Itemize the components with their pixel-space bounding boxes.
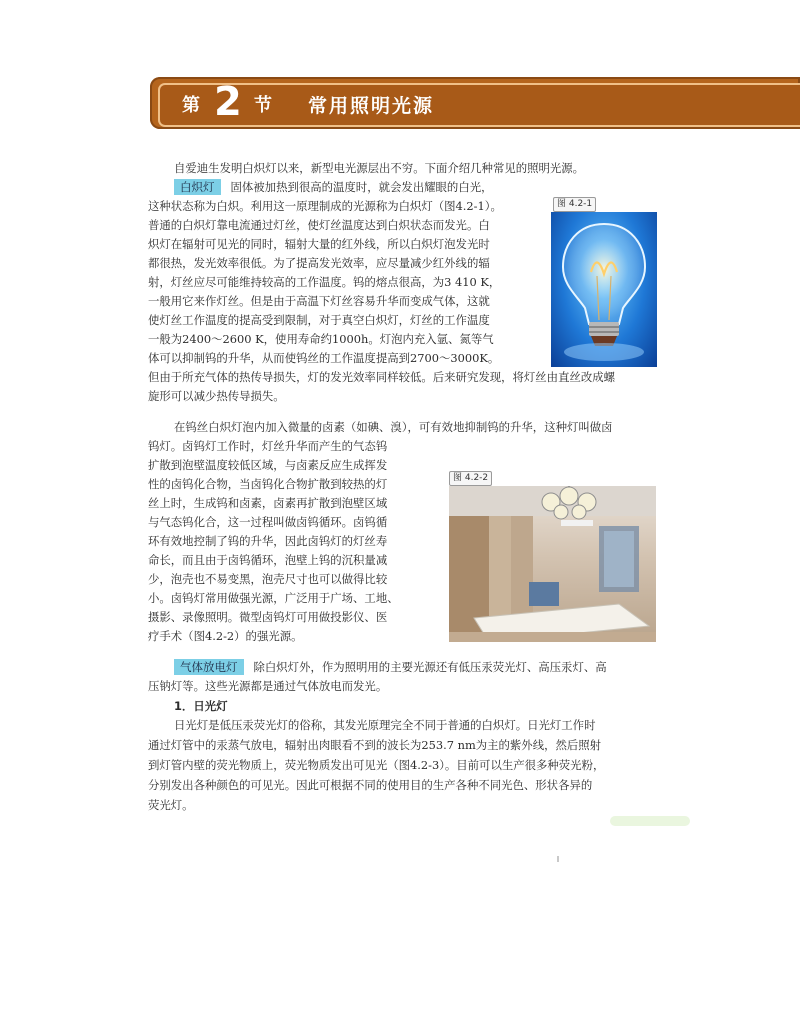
fluorescent-line-1: 通过灯管中的汞蒸气放电，辐射出肉眼看不到的波长为253.7 nm为主的紫外线，然后照射 bbox=[148, 738, 602, 752]
gas-text-0: 除白炽灯外，作为照明用的主要光源还有低压汞荧光灯、高压汞灯、高 bbox=[253, 660, 607, 674]
section-title: 常用照明光源 bbox=[308, 95, 435, 117]
incandescent-line-8: 一般为2400～2600 K，使用寿命约1000h。灯泡内充入氩、氮等气 bbox=[148, 332, 494, 346]
halogen-line-1: 钨灯。卤钨灯工作时，灯丝升华而产生的气态钨 bbox=[148, 439, 388, 453]
halogen-line-7: 命长，而且由于卤钨循环，泡壁上钨的沉积量减 bbox=[148, 553, 388, 567]
halogen-line-5: 与气态钨化合，这一过程叫做卤钨循环。卤钨循 bbox=[148, 515, 388, 529]
incandescent-line-1: 这种状态称为白炽。利用这一原理制成的光源称为白炽灯（图4.2-1）。 bbox=[148, 199, 502, 213]
incandescent-line-6: 一般用它来作灯丝。但是由于高温下灯丝容易升华而变成气体，这就 bbox=[148, 294, 490, 308]
page-speck bbox=[557, 856, 559, 862]
fluorescent-line-4: 荧光灯。 bbox=[148, 798, 194, 812]
halogen-line-2: 扩散到泡壁温度较低区域，与卤素反应生成挥发 bbox=[148, 458, 388, 472]
halogen-line-4: 丝上时，生成钨和卤素，卤素再扩散到泡壁区域 bbox=[148, 496, 388, 510]
page-smudge bbox=[610, 816, 690, 826]
incandescent-line-3: 炽灯在辐射可见光的同时，辐射大量的红外线，所以白炽灯泡发光时 bbox=[148, 237, 490, 251]
section-number: 2 bbox=[214, 79, 242, 125]
section-suffix: 节 bbox=[254, 95, 272, 116]
section-banner-inner bbox=[158, 79, 800, 127]
incandescent-line-0 bbox=[174, 178, 493, 197]
figure-1-lightbulb-image bbox=[551, 212, 657, 367]
halogen-line-11: 疗手术（图4.2-2）的强光源。 bbox=[148, 629, 303, 643]
incandescent-line-11: 旋形可以减少热传导损失。 bbox=[148, 389, 285, 403]
fluorescent-line-3: 分别发出各种颜色的可见光。因此可根据不同的使用目的生产各种不同光色、形状各异的 bbox=[148, 778, 593, 792]
halogen-line-0: 在钨丝白炽灯泡内加入微量的卤素（如碘、溴），可有效地抑制钨的升华，这种灯叫做卤 bbox=[174, 420, 613, 434]
incandescent-line-10: 但由于所充气体的热传导损失，灯的发光效率同样较低。后来研究发现，将灯丝由直丝改成螺 bbox=[148, 370, 616, 384]
gas-line-0 bbox=[174, 658, 607, 677]
lightbulb-illustration bbox=[551, 212, 657, 367]
fluorescent-heading: 1．日光灯 bbox=[174, 699, 228, 713]
halogen-line-9: 小。卤钨灯常用做强光源，广泛用于广场、工地、 bbox=[148, 591, 399, 605]
incandescent-line-9: 体可以抑制钨的升华，从而使钨丝的工作温度提高到2700～3000K。 bbox=[148, 351, 500, 365]
incandescent-line-7: 使灯丝工作温度的提高受到限制，对于真空白炽灯，灯丝的工作温度 bbox=[148, 313, 490, 327]
fluorescent-line-0: 日光灯是低压汞荧光灯的俗称，其发光原理完全不同于普通的白炽灯。日光灯工作时 bbox=[174, 718, 596, 732]
gas-discharge-tag: 气体放电灯 bbox=[174, 659, 244, 675]
halogen-line-8: 少，泡壳也不易变黑，泡壳尺寸也可以做得比较 bbox=[148, 572, 388, 586]
halogen-line-10: 摄影、录像照明。微型卤钨灯可用做投影仪、医 bbox=[148, 610, 388, 624]
figure-2-operating-room-image bbox=[449, 486, 656, 642]
fluorescent-line-2: 到灯管内壁的荧光物质上，荧光物质发出可见光（图4.2-3）。目前可以生产很多种荧光粉， bbox=[148, 758, 605, 772]
figure-1-label: 图 4.2-1 bbox=[553, 197, 596, 212]
incandescent-line-4: 都很热，发光效率很低。为了提高发光效率，应尽量减少红外线的辐 bbox=[148, 256, 490, 270]
incandescent-tag: 白炽灯 bbox=[174, 179, 221, 195]
incandescent-line-2: 普通的白炽灯靠电流通过灯丝，使灯丝温度达到白炽状态而发光。白 bbox=[148, 218, 490, 232]
incandescent-text-0: 固体被加热到很高的温度时，就会发出耀眼的白光， bbox=[230, 180, 493, 194]
operating-room-illustration bbox=[449, 486, 656, 642]
halogen-line-6: 环有效地控制了钨的升华，因此卤钨灯的灯丝寿 bbox=[148, 534, 388, 548]
figure-2-label: 图 4.2-2 bbox=[449, 471, 492, 486]
intro-paragraph: 自爱迪生发明白炽灯以来，新型电光源层出不穷。下面介绍几种常见的照明光源。 bbox=[174, 161, 585, 175]
incandescent-line-5: 射，灯丝应尽可能维持较高的工作温度。钨的熔点很高，为3 410 K， bbox=[148, 275, 501, 289]
section-banner bbox=[150, 77, 800, 129]
section-prefix: 第 bbox=[182, 95, 200, 116]
gas-line-1: 压钠灯等。这些光源都是通过气体放电而发光。 bbox=[148, 679, 388, 693]
halogen-line-3: 性的卤钨化合物，当卤钨化合物扩散到较热的灯 bbox=[148, 477, 388, 491]
